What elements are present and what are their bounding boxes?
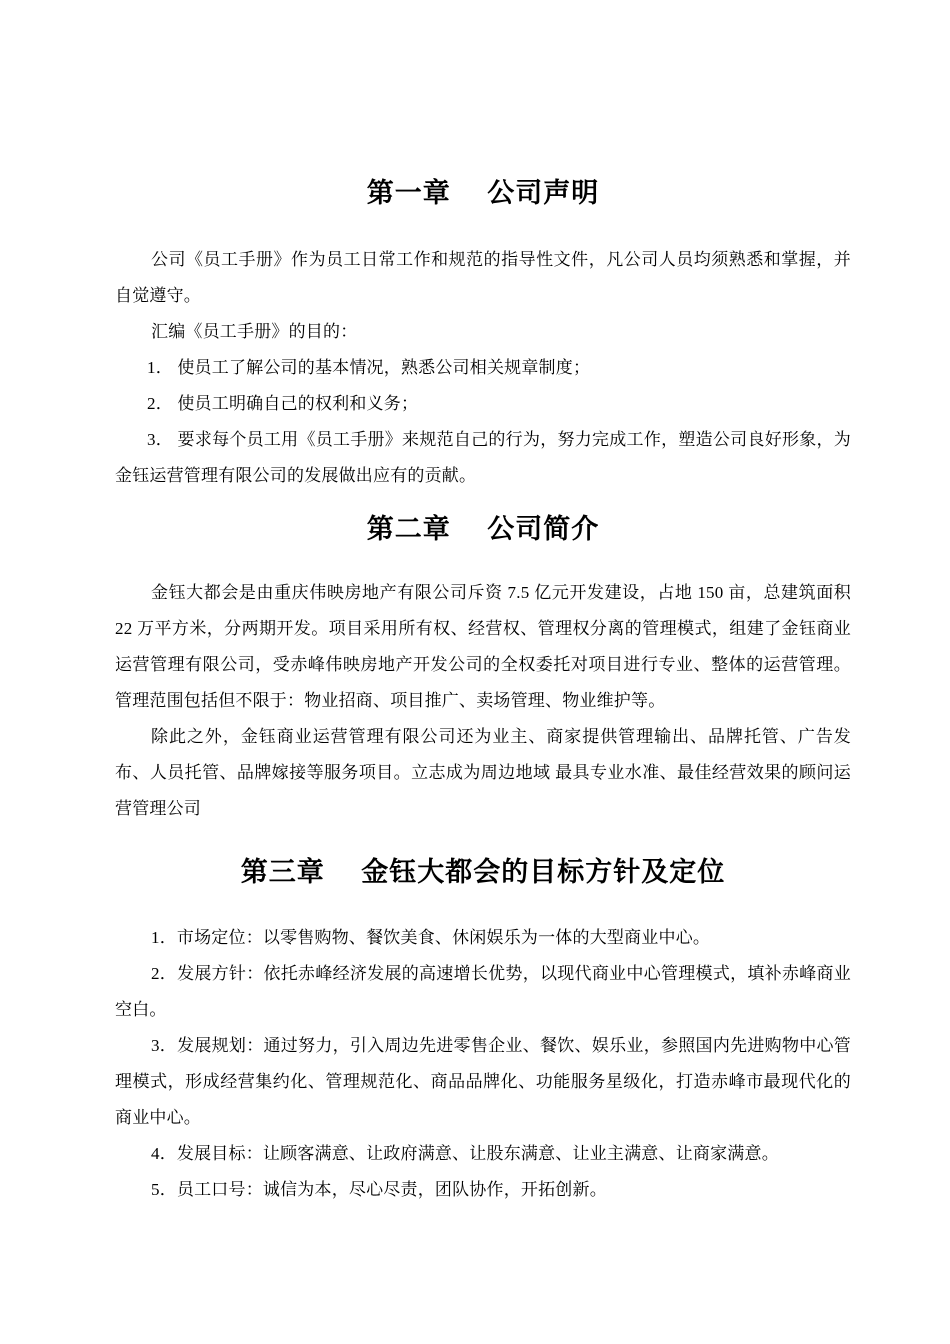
chapter3-list-item-3: 3．发展规划：通过努力，引入周边先进零售企业、餐饮、娱乐业，参照国内先进购物中心管理模式，形成经营集约化、管理规范化、商品品牌化、功能服务星级化，打造赤峰市最现代化的商业中心。 xyxy=(115,1036,851,1127)
chapter2-paragraph-2: 除此之外，金钰商业运营管理有限公司还为业主、商家提供管理输出、品牌托管、广告发布、人员托管、品牌嫁接等服务项目。立志成为周边地域 最具专业水准、最佳经营效果的顾问运营管理公司 xyxy=(115,727,851,818)
chapter2-heading: 第二章 公司简介 xyxy=(366,514,600,544)
chapter1-list-item-2: 2． 使员工明确自己的权利和义务； xyxy=(147,394,419,413)
chapter2-paragraph-1: 金钰大都会是由重庆伟映房地产有限公司斥资 7.5 亿元开发建设，占地 150 亩，总建筑面积 22 万平方米，分两期开发。项目采用所有权、经营权、管理权分离的管理模式，组建了金钰商业运营管理有限公司，受赤峰伟映房地产开发公司的全权委托对项目进行专业、整体的运营管理。管理范围包括但不限于：物业招商、项目推广、卖场管理、物业维护等。 xyxy=(115,583,851,710)
chapter3-list-item-4: 4．发展目标：让顾客满意、让政府满意、让股东满意、让业主满意、让商家满意。 xyxy=(151,1144,779,1163)
chapter3-list-item-2: 2．发展方针：依托赤峰经济发展的高速增长优势，以现代商业中心管理模式，填补赤峰商业空白。 xyxy=(115,964,851,1019)
document-page xyxy=(115,0,851,1208)
chapter1-heading: 第一章 公司声明 xyxy=(366,178,600,208)
chapter1-list-item-1: 1． 使员工了解公司的基本情况，熟悉公司相关规章制度； xyxy=(147,358,591,377)
chapter3-list-item-5: 5．员工口号：诚信为本，尽心尽责，团队协作，开拓创新。 xyxy=(151,1180,607,1199)
chapter1-intro-paragraph: 公司《员工手册》作为员工日常工作和规范的指导性文件，凡公司人员均须熟悉和掌握，并自觉遵守。 xyxy=(115,250,851,305)
chapter1-list-item-3: 3． 要求每个员工用《员工手册》来规范自己的行为，努力完成工作，塑造公司良好形象，为金钰运营管理有限公司的发展做出应有的贡献。 xyxy=(115,430,851,485)
chapter1-purpose-line: 汇编《员工手册》的目的： xyxy=(151,322,358,341)
chapter3-list-item-1: 1．市场定位：以零售购物、餐饮美食、休闲娱乐为一体的大型商业中心。 xyxy=(151,928,711,947)
chapter3-heading: 第三章 金钰大都会的目标方针及定位 xyxy=(240,857,726,887)
